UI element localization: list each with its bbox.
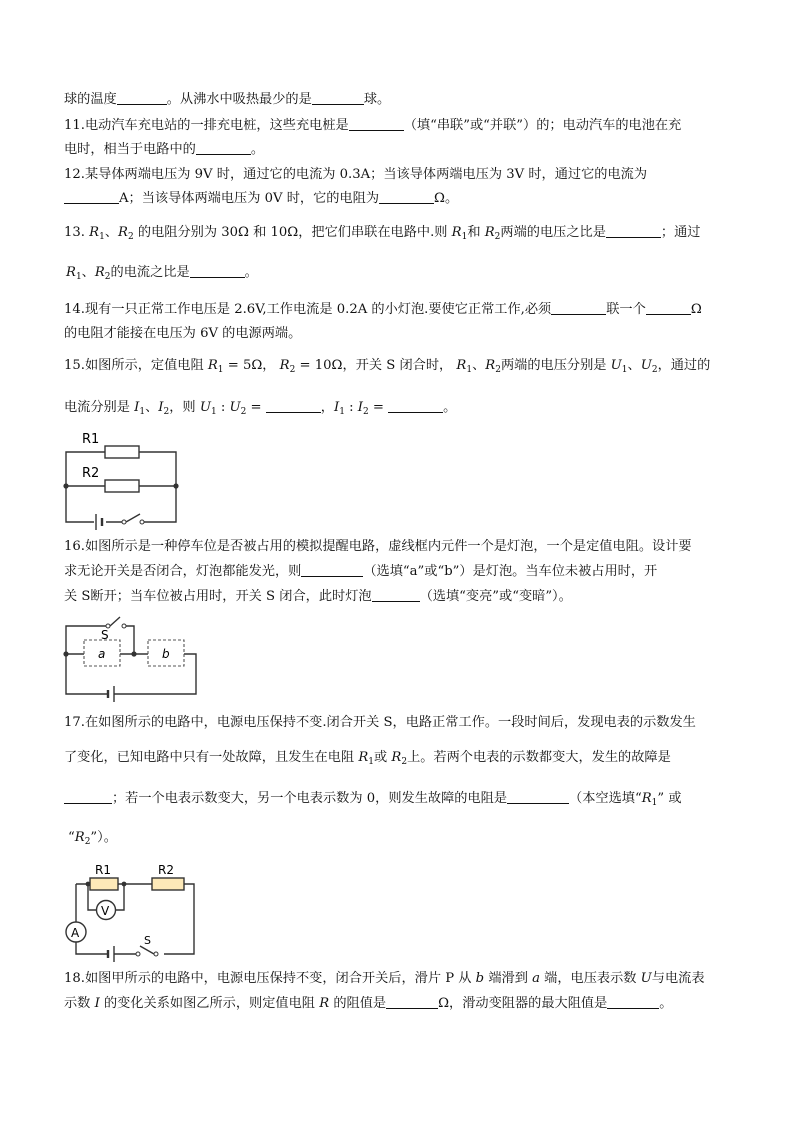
q13-text-i: 。 — [244, 265, 258, 280]
q15-text-p: 。 — [443, 400, 457, 415]
symbol-r: R — [319, 996, 330, 1011]
subscript: 2 — [495, 365, 501, 375]
label-s: S — [144, 934, 151, 947]
symbol-r: R — [641, 791, 652, 806]
symbol-i: I — [158, 400, 164, 415]
q11-text-b: （填“串联”或“并联”）的；电动汽车的电池在充 — [403, 118, 682, 133]
subscript: 1 — [651, 798, 658, 808]
q13-text-b: 、 — [104, 225, 119, 240]
q17-text-e: ；若一个电表示数变大，另一个电表示数为 0，则发生故障的电阻是 — [112, 791, 508, 806]
q15-text-o: = — [368, 400, 389, 415]
q14-line-2 — [64, 326, 301, 342]
q14-line-1 — [64, 302, 702, 318]
circuit-diagram-q16 — [60, 612, 202, 698]
subscript: 2 — [289, 365, 296, 375]
q17-text-i: ”）。 — [90, 830, 117, 845]
symbol-r: R — [89, 225, 100, 240]
q17-line-1 — [64, 715, 696, 731]
subscript: 1 — [75, 272, 82, 282]
q17-text-h: “ — [68, 830, 75, 845]
q13-text-h: 的电流之比是 — [110, 265, 190, 280]
q18-text-m: Ω，滑动变阻器的最大阻值是 — [438, 996, 608, 1011]
q18-text-j: 的变化关系如图乙所示，则定值电阻 — [99, 996, 320, 1011]
subscript: 2 — [104, 272, 111, 282]
q17-text-a: 17.在如图所示的电路中，电源电压保持不变.闭合开关 S，电路正常工作。一段时间后，发现电表的示数发生 — [64, 715, 696, 730]
q17-line-2 — [64, 750, 671, 766]
label-r1: R1 — [82, 432, 100, 447]
q12-text-a: 12.某导体两端电压为 9V 时，通过它的电流为 0.3A；当该导体两端电压为 3V 时，通过它的电流为 — [64, 167, 648, 182]
q16-text-e: （选填“变亮”或“变暗”）。 — [419, 589, 572, 604]
symbol-u: U — [229, 400, 241, 415]
symbol-u: U — [199, 400, 211, 415]
q13-text-g: 、 — [81, 265, 95, 280]
answer-blank[interactable] — [607, 996, 659, 1009]
label-s: S — [101, 628, 109, 642]
symbol-u: U — [640, 971, 652, 986]
q16-text-c: （选填“a”或“b”）是灯泡。当车位未被占用时，开 — [363, 564, 658, 579]
circuit-diagram-q15 — [60, 428, 190, 526]
q18-text-h: 示数 — [64, 996, 95, 1011]
symbol-a: a — [532, 971, 540, 986]
symbol-r: R — [207, 358, 218, 373]
answer-blank[interactable] — [349, 118, 404, 131]
symbol-r: R — [66, 265, 76, 280]
q15-text-i: 、 — [145, 400, 159, 415]
q13-text-e: 两端的电压之比是 — [500, 225, 606, 240]
answer-blank[interactable] — [507, 791, 569, 804]
q18-text-e: 端，电压表示数 — [539, 971, 641, 986]
q15-text-l: = — [246, 400, 266, 415]
answer-blank[interactable] — [64, 191, 119, 204]
q11-line-2 — [64, 142, 264, 158]
label-r1: R1 — [95, 863, 111, 877]
q12-text-c: Ω。 — [434, 191, 459, 206]
q15-text-k: : — [216, 400, 230, 415]
q17-text-b: 了变化，已知电路中只有一处故障，且发生在电阻 — [64, 750, 359, 765]
q17-text-d: 上。若两个电表的示数都变大，发生的故障是 — [407, 750, 671, 765]
q18-text-n: 。 — [659, 996, 673, 1011]
q11-line-1 — [64, 118, 681, 134]
q15-text-e: 两端的电压分别是 — [500, 358, 611, 373]
symbol-r: R — [484, 225, 495, 240]
subscript: 2 — [84, 837, 91, 847]
q13-text-a: 13. — [64, 225, 90, 240]
answer-blank[interactable] — [606, 225, 661, 238]
q10-text-a: 球的温度 — [64, 92, 117, 107]
q13-text-d: 和 — [467, 225, 485, 240]
q13-text-c: 的电阻分别为 30Ω 和 10Ω，把它们串联在电路中.则 — [133, 225, 452, 240]
q15-text-m: ， — [320, 400, 334, 415]
symbol-r: R — [391, 750, 402, 765]
answer-blank[interactable] — [379, 191, 434, 204]
symbol-r: R — [451, 225, 462, 240]
q10-text-b: 。从沸水中吸热最少的是 — [166, 92, 312, 107]
subscript: 2 — [401, 757, 408, 767]
q15-text-j: ，则 — [169, 400, 200, 415]
symbol-r: R — [456, 358, 467, 373]
q11-text-a: 11.电动汽车充电站的一排充电桩，这些充电桩是 — [64, 118, 349, 133]
q16-line-1 — [64, 539, 692, 555]
q13-line-2 — [66, 265, 258, 281]
q15-text-d: 、 — [472, 358, 486, 373]
answer-blank[interactable] — [64, 791, 112, 804]
q17-line-3 — [64, 791, 682, 807]
symbol-b: b — [475, 971, 485, 986]
symbol-i: I — [357, 400, 363, 415]
subscript: 2 — [651, 365, 658, 375]
q17-line-4 — [68, 830, 117, 846]
subscript: 2 — [362, 407, 369, 417]
answer-blank[interactable] — [646, 302, 691, 315]
label-voltmeter: V — [101, 904, 110, 918]
q15-line-1 — [64, 358, 710, 374]
answer-blank[interactable] — [266, 400, 321, 413]
subscript: 2 — [494, 232, 501, 242]
label-a: a — [98, 647, 106, 661]
subscript: 1 — [210, 407, 217, 417]
q17-text-g: ” 或 — [657, 791, 682, 806]
answer-blank[interactable] — [312, 92, 364, 105]
q14-text-d: 的电阻才能接在电压为 6V 的电源两端。 — [64, 326, 302, 341]
q18-text-g: 与电流表 — [651, 971, 705, 986]
q16-text-d: 关 S断开；当车位被占用时，开关 S 闭合，此时灯泡 — [64, 589, 372, 604]
subscript: 2 — [127, 232, 134, 242]
q11-text-c: 电时，相当于电路中的 — [64, 142, 196, 157]
symbol-r: R — [358, 750, 369, 765]
q15-text-n: : — [344, 400, 358, 415]
symbol-r: R — [279, 358, 290, 373]
q14-text-b: 联一个 — [606, 302, 646, 317]
symbol-r: R — [74, 830, 85, 845]
subscript: 1 — [466, 365, 473, 375]
subscript: 1 — [99, 232, 105, 242]
symbol-u: U — [640, 358, 652, 373]
q15-text-a: 15.如图所示，定值电阻 — [64, 358, 208, 373]
symbol-r: R — [485, 358, 496, 373]
answer-blank[interactable] — [117, 92, 167, 105]
q12-text-b: A；当该导体两端电压为 0V 时，它的电阻为 — [119, 191, 380, 206]
q15-text-f: 、 — [627, 358, 641, 373]
symbol-i: I — [94, 996, 100, 1011]
label-r2: R2 — [82, 466, 100, 481]
symbol-i: I — [333, 400, 340, 415]
answer-blank[interactable] — [372, 589, 420, 602]
symbol-i: I — [134, 400, 140, 415]
subscript: 1 — [461, 232, 468, 242]
q17-text-c: 或 — [374, 750, 392, 765]
q14-text-a: 14.现有一只正常工作电压是 2.6V,工作电流是 0.2A 的小灯泡.要使它正常工作,必须 — [64, 302, 552, 317]
subscript: 1 — [368, 757, 374, 767]
answer-blank[interactable] — [551, 302, 606, 315]
q11-text-d: 。 — [250, 142, 265, 157]
q10-line — [64, 92, 390, 108]
q15-text-g: ，通过的 — [657, 358, 711, 373]
q18-text-a: 18.如图甲所示的电路中，电源电压保持不变，闭合开关后，滑片 P 从 — [64, 971, 476, 986]
subscript: 2 — [240, 407, 247, 417]
q15-text-h: 电流分别是 — [64, 400, 135, 415]
q18-text-l: 的阻值是 — [329, 996, 387, 1011]
subscript: 1 — [339, 407, 345, 417]
subscript: 1 — [621, 365, 628, 375]
answer-blank[interactable] — [301, 564, 363, 577]
subscript: 2 — [163, 407, 170, 417]
circuit-diagram-q17 — [60, 858, 202, 958]
q16-text-a: 16.如图所示是一种停车位是否被占用的模拟提醒电路，虚线框内元件一个是灯泡，一个是定值电阻。设计要 — [64, 539, 692, 554]
symbol-r: R — [94, 265, 105, 280]
answer-blank[interactable] — [196, 142, 251, 155]
q18-text-c: 端滑到 — [484, 971, 533, 986]
answer-blank[interactable] — [190, 265, 245, 278]
q16-line-2 — [64, 564, 657, 580]
q10-text-c: 球。 — [363, 92, 391, 107]
q15-line-2 — [64, 400, 456, 416]
label-ammeter: A — [71, 926, 80, 940]
answer-blank[interactable] — [388, 400, 443, 413]
symbol-r: R — [118, 225, 128, 240]
q16-line-3 — [64, 589, 572, 605]
q14-text-c: Ω — [690, 302, 702, 317]
label-b: b — [162, 647, 170, 661]
q18-line-1 — [64, 971, 705, 987]
q13-line-1 — [64, 225, 700, 241]
q18-line-2 — [64, 996, 672, 1012]
q17-text-f: （本空选填“ — [569, 791, 642, 806]
q15-text-c: = 10Ω，开关 S 闭合时， — [295, 358, 457, 373]
subscript: 1 — [217, 365, 224, 375]
subscript: 1 — [139, 407, 146, 417]
symbol-u: U — [610, 358, 622, 373]
q12-line-2 — [64, 191, 458, 207]
q13-text-f: ；通过 — [660, 225, 701, 240]
q12-line-1 — [64, 167, 647, 183]
answer-blank[interactable] — [386, 996, 438, 1009]
q15-text-b: = 5Ω， — [223, 358, 280, 373]
label-r2: R2 — [158, 863, 174, 877]
q16-text-b: 求无论开关是否闭合，灯泡都能发光，则 — [64, 564, 302, 579]
